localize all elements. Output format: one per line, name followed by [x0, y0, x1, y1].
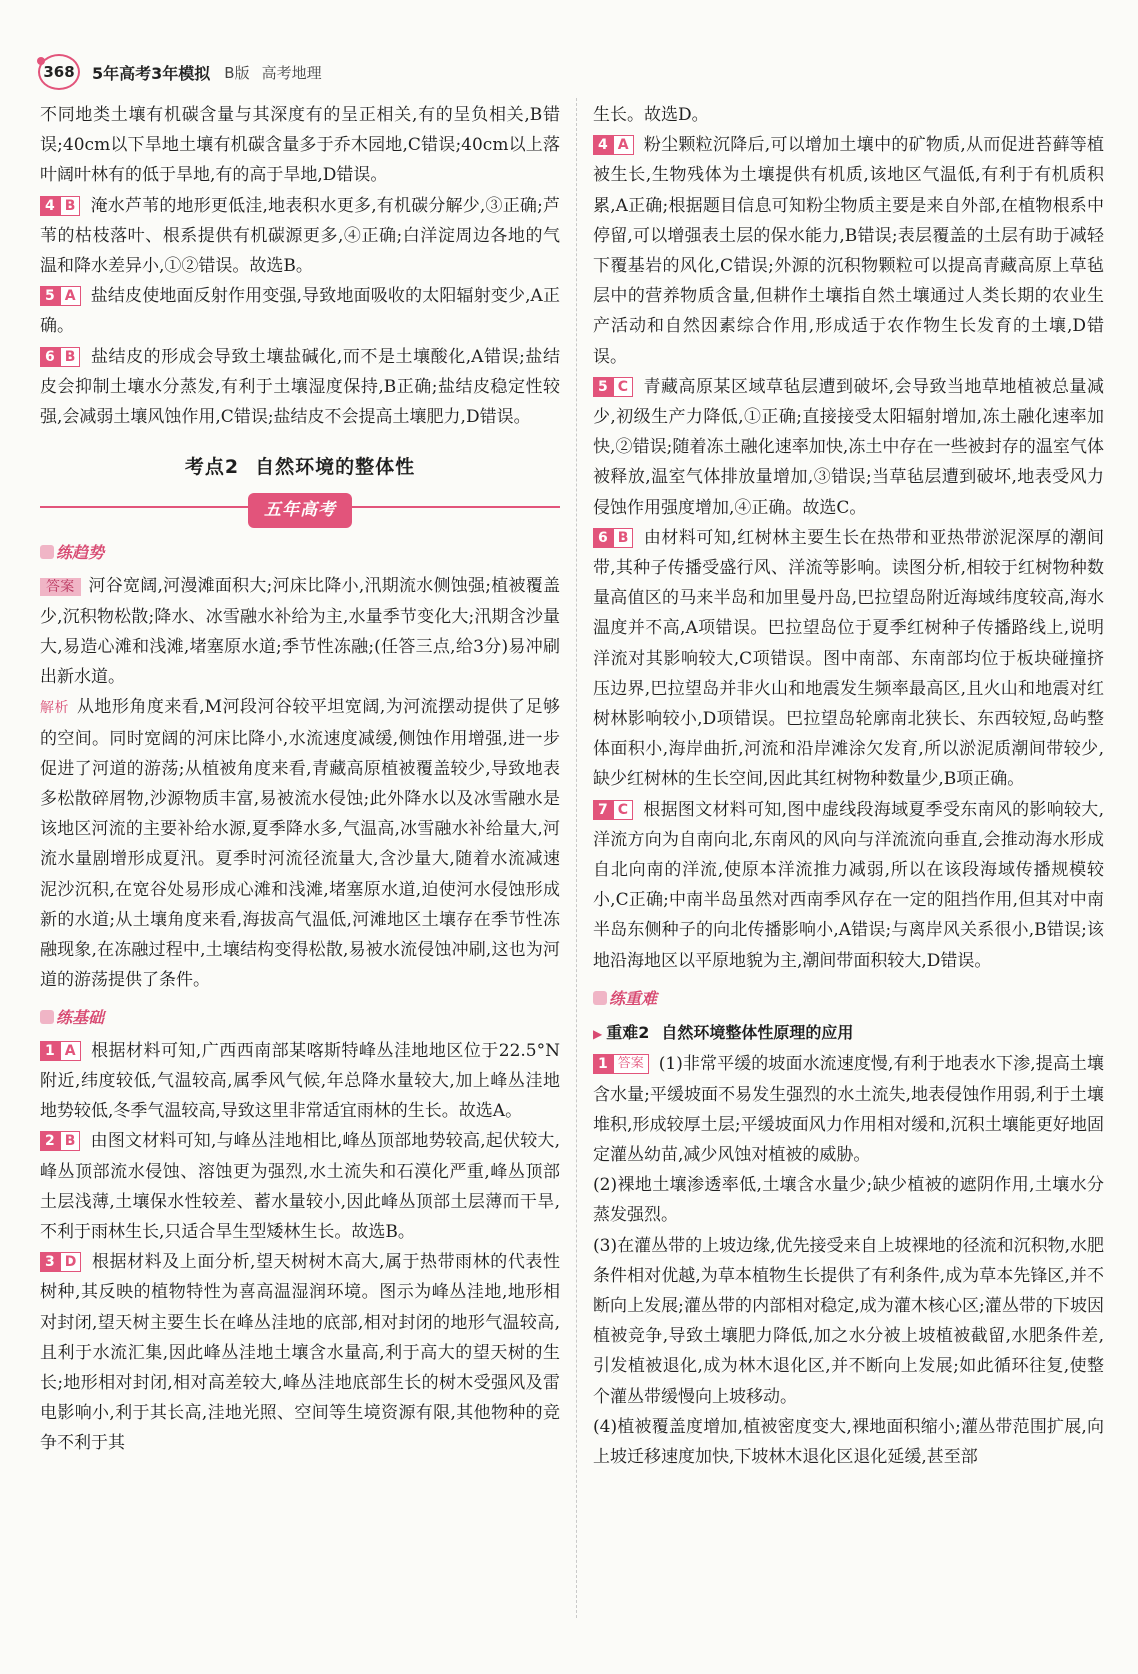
answer-text: 河谷宽阔,河漫滩面积大;河床比降小,汛期流水侧蚀强;植被覆盖少,沉积物松散;降水、冰雪融水补给为主,水量季节变化大;汛期含沙量大,易造心滩和浅滩,堵塞原水道;季节性冻融;(任答三点,给3分)易冲刷出新水道。 — [40, 575, 560, 688]
question-tag: 5 C — [593, 377, 633, 397]
basic-question-3 — [40, 1247, 560, 1458]
question-tag: 3 D — [40, 1252, 81, 1272]
answer-part-1: (1)非常平缓的坡面水流速度慢,有利于地表水下渗,提高土壤含水量;平缓坡面不易发生强烈的水土流失,地表侵蚀作用弱,利于土壤堆积,形成较厚土层;平缓坡面风力作用相对缓和,沉积土壤能更好地固定灌丛幼苗,减少风蚀对植被的威胁。 — [593, 1054, 1104, 1165]
question-tag: 6 B — [40, 347, 80, 367]
right-column — [593, 100, 1104, 1472]
book-title: 5年高考3年模拟 — [92, 63, 211, 83]
question-tag: 4 A — [593, 135, 634, 155]
answer-text: 盐结皮的形成会导致土壤盐碱化,而不是土壤酸化,A错误;盐结皮会抑制土壤水分蒸发,有利于土壤湿度保持,B正确;盐结皮稳定性较强,会减弱土壤风蚀作用,C错误;盐结皮不会提高土壤肥力,D错误。 — [40, 346, 560, 428]
question-6 — [40, 342, 560, 433]
answer-text: 根据材料及上面分析,望天树树木高大,属于热带雨林的代表性树种,其反映的植物特性为喜高温湿润环境。图示为峰丛洼地,地形相对封闭,望天树主要生长在峰丛洼地的底部,相对封闭的地形气温较高,且利于水流汇集,因此峰丛洼地土壤含水量高,利于高大的望天树的生长;地形相对封闭,相对高差较大,峰丛洼地底部生长的树木受强风及雷电影响小,利于其长高,洼地光照、空间等生境资源有限,其他物种的竞争不利于其 — [40, 1252, 560, 1454]
basic-question-1 — [40, 1036, 560, 1127]
answer-block — [40, 571, 560, 693]
answer-label: 答案 — [40, 578, 81, 596]
topic-heading: ▶ 重难2 自然环境整体性原理的应用 — [593, 1023, 854, 1043]
triangle-icon: ▶ — [593, 1027, 603, 1042]
brush-icon — [40, 1010, 54, 1024]
question-tag: 7 C — [593, 800, 633, 820]
page-number: 368 — [43, 63, 75, 81]
answer-text: 盐结皮使地面反射作用变强,导致地面吸收的太阳辐射变少,A正确。 — [40, 286, 560, 337]
brush-icon — [593, 991, 607, 1005]
left-column — [40, 100, 560, 1459]
question-tag: 6 B — [593, 528, 633, 548]
question-tag: 1 A — [40, 1041, 81, 1061]
answer-text: 粉尘颗粒沉降后,可以增加土壤中的矿物质,从而促进苔藓等植被生长,生物残体为土壤提供有机质,该地区气温低,有利于有机质积累,A正确;根据题目信息可知粉尘物质主要是来自外部,在植物根系中停留,可以增强表土层的保水能力,B错误;表层覆盖的土层有助于减轻下覆基岩的风化,C错误;外源的沉积物颗粒可以提高青藏高原上草毡层中的营养物质含量,但耕作土壤指自然土壤通过人类长期的农业生产活动和自然因素综合作用,形成适于农作物生长发育的土壤,D错误。 — [593, 135, 1104, 367]
question-tag: 4 B — [40, 196, 80, 216]
difficult-heading: 练重难 — [593, 984, 1104, 1014]
page-number-badge — [38, 54, 80, 90]
answer-part-2: (2)裸地土壤渗透率低,土壤含水量少;缺少植被的遮阴作用,土壤水分蒸发强烈。 — [593, 1175, 1104, 1226]
question-tag: 1 答案 — [593, 1054, 649, 1074]
subject-label: 高考地理 — [261, 63, 322, 82]
difficult-question-1 — [593, 1049, 1104, 1170]
question-5 — [40, 281, 560, 341]
basic-question-2 — [40, 1126, 560, 1247]
explanation-label: 解析 — [40, 700, 69, 717]
banner-label: 五年高考 — [248, 493, 352, 527]
explanation-text: 从地形角度来看,M河段河谷较平坦宽阔,为河流摆动提供了足够的空间。同时宽阔的河床比降小,水流速度减缓,侧蚀作用增强,进一步促进了河道的游荡;从植被角度来看,青藏高原植被覆盖较少,导致地表多松散碎屑物,沙源物质丰富,易被流水侵蚀;此外降水以及冰雪融水是该地区河流的主要补给水源,夏季降水多,气温高,冰雪融水补给量大,河流水量剧增形成夏汛。夏季时河流径流量大,含沙量大,随着水流减速泥沙沉积,在宽谷处易形成心滩和浅滩,堵塞原水道,迫使河水侵蚀形成新的水道;从土壤角度来看,海拔高气温低,河滩地区土壤存在季节性冻融现象,在冻融过程中,土壤结构变得松散,易被水流侵蚀冲刷,这也为河道的游荡提供了条件。 — [40, 697, 560, 991]
answer-text: 淹水芦苇的地形更低洼,地表积水更多,有机碳分解少,③正确;芦苇的枯枝落叶、根系提供有机碳源更多,④正确;白洋淀周边各地的气温和降水差异小,①②错误。故选B。 — [40, 195, 560, 277]
answer-text: 由材料可知,红树林主要生长在热带和亚热带淤泥深厚的潮间带,其种子传播受盛行风、洋流等影响。读图分析,相较于红树物种数量高值区的马来半岛和加里曼丹岛,巴拉望岛附近海域纬度较高,海水温度并不高,A项错误。巴拉望岛位于夏季红树种子传播路线上,说明洋流对其影响较大,C项错误。图中南部、东南部均位于板块碰撞挤压边界,巴拉望岛并非火山和地震发生频率最高区,且火山和地震对红树林影响较小,D项错误。巴拉望岛轮廓南北狭长、东西较短,岛屿整体面积小,海岸曲折,河流和沿岸滩涂欠发育,所以淤泥质潮间带较少,缺少红树林的生长空间,因此其红树物种数量少,B项正确。 — [593, 527, 1104, 790]
basic-heading: 练基础 — [40, 1003, 560, 1033]
question-5 — [593, 372, 1104, 523]
explanation-block — [40, 692, 560, 995]
trend-heading: 练趋势 — [40, 538, 560, 568]
brush-icon — [40, 545, 54, 559]
column-divider — [576, 98, 577, 1618]
edition-label: B版 — [224, 63, 250, 82]
answer-text: 根据材料可知,广西西南部某喀斯特峰丛洼地地区位于22.5°N附近,纬度较低,气温较高,属季风气候,年总降水量较大,加上峰丛洼地地势较低,冬季气温较高,导致这里非常适宜雨林的生长。故选A。 — [40, 1040, 560, 1122]
badge-dot-icon — [37, 57, 45, 65]
question-4 — [593, 130, 1104, 372]
answer-text: 根据图文材料可知,图中虚线段海域夏季受东南风的影响较大,洋流方向为自南向北,东南风的风向与洋流流向垂直,会推动海水形成自北向南的洋流,使原本洋流推力减弱,所以在该段海域传播规模较小,C正确;中南半岛虽然对西南季风存在一定的阻挡作用,但其对中南半岛东侧种子的向北传播影响小,A错误;与离岸风关系很小,B错误;该地沿海地区以平原地貌为主,潮间带面积较大,D错误。 — [593, 799, 1104, 971]
answer-part-4: (4)植被覆盖度增加,植被密度变大,裸地面积缩小;灌丛带范围扩展,向上坡迁移速度加快,下坡林木退化区退化延缓,甚至部 — [593, 1416, 1104, 1467]
question-tag: 2 B — [40, 1131, 80, 1151]
continued-paragraph: 生长。故选D。 — [593, 105, 709, 125]
question-7 — [593, 795, 1104, 976]
question-4 — [40, 191, 560, 282]
answer-text: 青藏高原某区域草毡层遭到破坏,会导致当地草地植被总量减少,初级生产力降低,①正确;直接接受太阳辐射增加,冻土融化速率加快,②错误;随着冻土融化速率加快,冻土中存在一些被封存的温室气体被释放,温室气体排放量增加,③错误;当草毡层遭到破坏,地表受风力侵蚀作用强度增加,④正确。故选C。 — [593, 376, 1104, 518]
continued-paragraph: 不同地类土壤有机碳含量与其深度有的呈正相关,有的呈负相关,B错误;40cm以下旱地土壤有机碳含量多于乔木园地,C错误;40cm以上落叶阔叶林有的低于旱地,有的高于旱地,D错误。 — [40, 105, 560, 186]
question-6 — [593, 523, 1104, 795]
question-tag: 5 A — [40, 286, 81, 306]
five-year-banner — [40, 492, 560, 522]
section-title: 考点2 自然环境的整体性 — [184, 456, 416, 479]
page-header — [38, 52, 322, 92]
answer-part-3: (3)在灌丛带的上坡边缘,优先接受来自上坡裸地的径流和沉积物,水肥条件相对优越,为草本植物生长提供了有利条件,成为草本先锋区,并不断向上发展;灌丛带的内部相对稳定,成为灌木核心区;灌丛带的下坡因植被竞争,导致土壤肥力降低,加之水分被上坡植被截留,水肥条件差,引发植被退化,成为林木退化区,并不断向上发展;如此循环往复,使整个灌丛带缓慢向上坡移动。 — [593, 1235, 1104, 1407]
answer-text: 由图文材料可知,与峰丛洼地相比,峰丛顶部地势较高,起伏较大,峰丛顶部流水侵蚀、溶蚀更为强烈,水土流失和石漠化严重,峰丛顶部土层浅薄,土壤保水性较差、蓄水量较小,因此峰丛顶部土层薄而干旱,不利于雨林生长,只适合旱生型矮林生长。故选B。 — [40, 1131, 560, 1242]
